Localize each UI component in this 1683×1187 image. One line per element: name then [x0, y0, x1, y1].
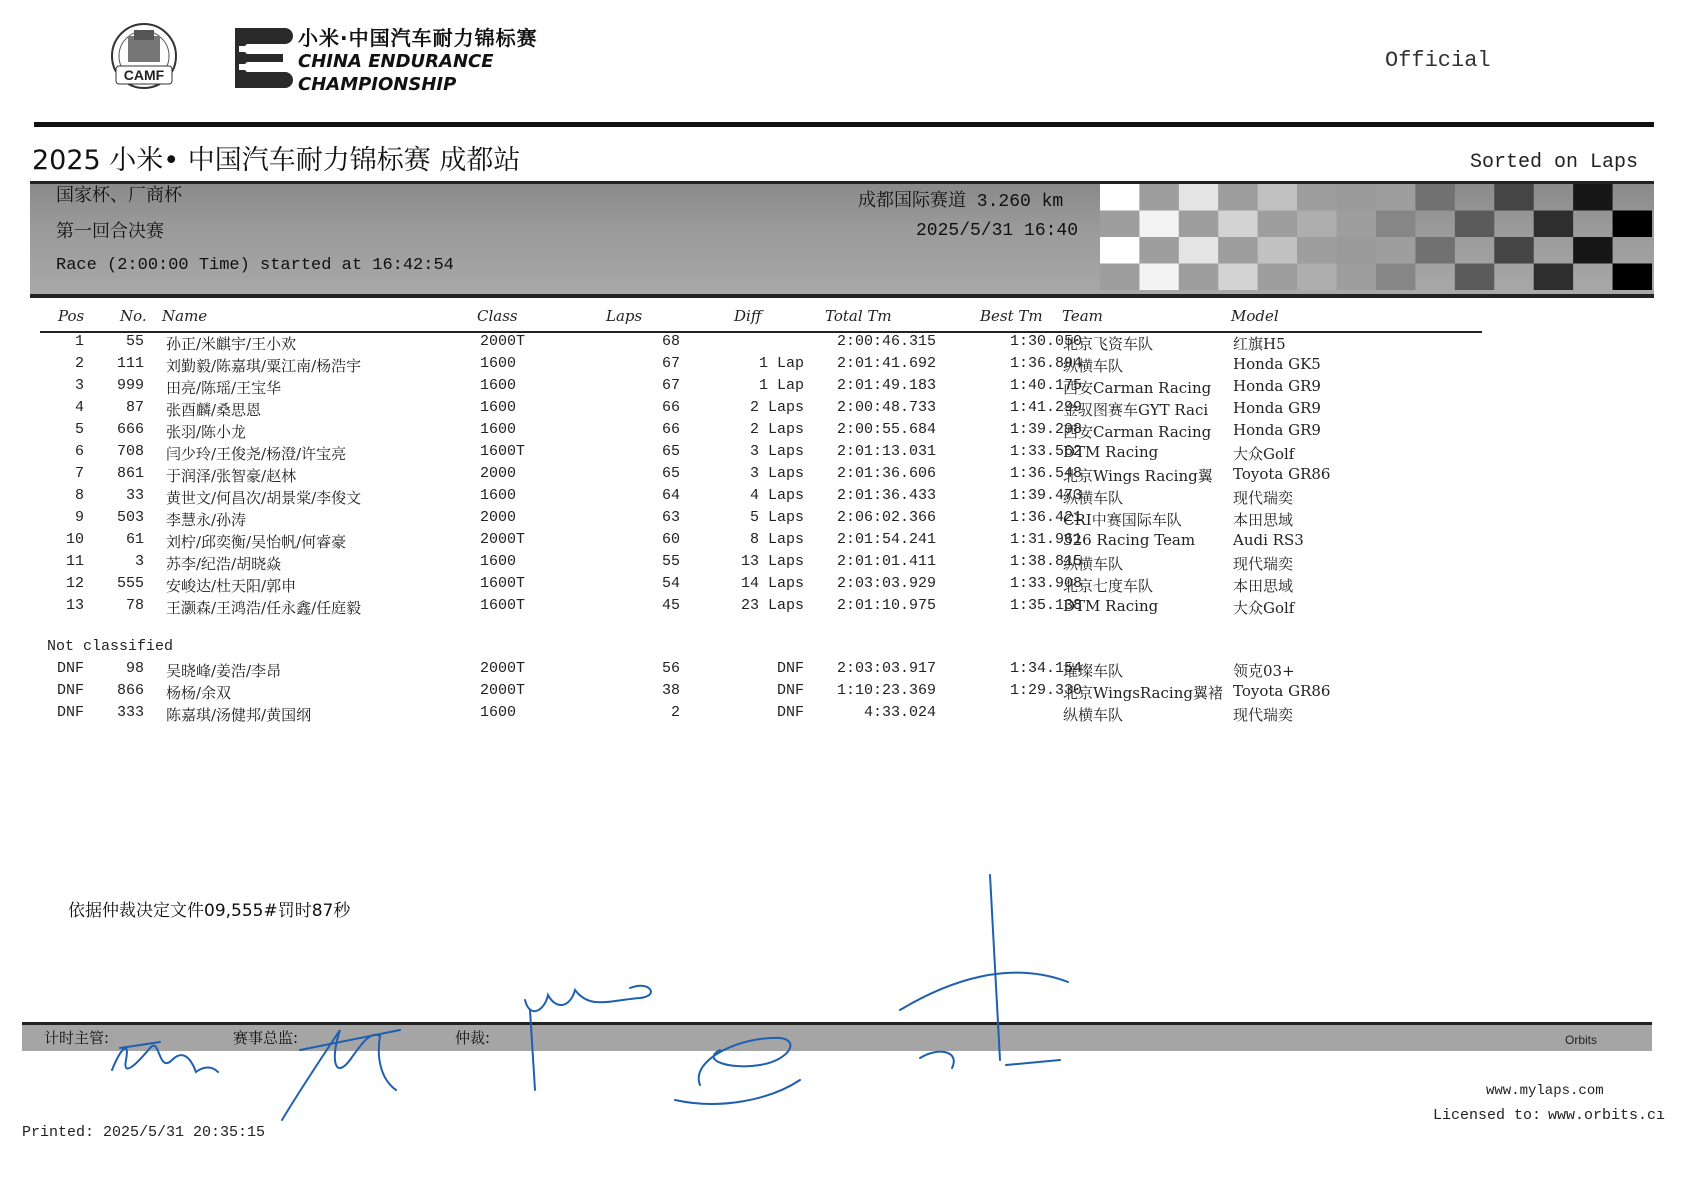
cell-model: Honda GR9 — [1233, 399, 1321, 417]
printed-timestamp: Printed: 2025/5/31 20:35:15 — [22, 1124, 266, 1141]
cell-laps: 65 — [661, 465, 680, 482]
cell-model: Audi RS3 — [1233, 531, 1304, 549]
flag-square — [1415, 237, 1454, 264]
flag-square — [1376, 264, 1415, 291]
table-row — [40, 553, 1482, 575]
cell-total: 2:06:02.366 — [836, 509, 936, 526]
cell-team: DTM Racing — [1063, 597, 1159, 615]
cell-laps: 65 — [661, 443, 680, 460]
flag-square — [1100, 264, 1139, 291]
cell-total: 2:01:54.241 — [836, 531, 936, 548]
cell-class: 1600 — [480, 704, 517, 721]
licensed-site: www.orbits.cı — [1548, 1107, 1666, 1124]
cell-model: 大众Golf — [1233, 445, 1295, 463]
cup-label: 国家杯、厂商杯 — [56, 185, 182, 206]
flag-square — [1534, 264, 1573, 291]
cell-team: 西安Carman Racing — [1063, 423, 1212, 441]
cec-logo-icon — [225, 24, 295, 92]
cell-no: 333 — [116, 704, 144, 721]
flag-square — [1179, 211, 1218, 238]
cell-name: 杨杨/余双 — [166, 684, 232, 702]
orbits-logo: Orbits — [1565, 1033, 1598, 1047]
col-team: Team — [1062, 307, 1103, 325]
col-best: Best Tm — [980, 307, 1043, 325]
cell-class: 2000 — [480, 509, 517, 526]
cell-team: 北京Wings Racing翼 — [1063, 467, 1213, 485]
arbiter-label: 仲裁: — [455, 1029, 491, 1047]
cell-total: 2:01:49.183 — [836, 377, 936, 394]
cell-model: Honda GR9 — [1233, 377, 1321, 395]
cell-no: 999 — [116, 377, 144, 394]
cell-diff: 3 Laps — [749, 443, 804, 460]
results-header — [40, 307, 1482, 333]
flag-square — [1297, 184, 1336, 211]
cell-diff: 1 Lap — [758, 377, 804, 394]
flag-square — [1376, 237, 1415, 264]
flag-square — [1139, 237, 1178, 264]
flag-square — [1613, 211, 1652, 238]
cell-total: 2:00:55.684 — [836, 421, 936, 438]
table-row — [40, 660, 1482, 682]
flag-square — [1139, 184, 1178, 211]
brand-cn: 小米·中国汽车耐力锦标赛 — [298, 26, 538, 50]
cell-name: 张酉麟/桑思恩 — [166, 401, 262, 419]
licensed-label: Licensed to: — [1433, 1107, 1542, 1124]
cell-name: 孙正/米麒宇/王小欢 — [166, 335, 297, 353]
cell-best: 1:39.473 — [1009, 487, 1082, 504]
cell-laps: 66 — [661, 421, 680, 438]
cell-best: 1:34.154 — [1009, 660, 1082, 677]
cell-laps: 63 — [661, 509, 680, 526]
cell-class: 1600 — [480, 399, 517, 416]
table-row — [40, 421, 1482, 443]
cell-name: 田亮/陈瑶/王宝华 — [166, 379, 282, 397]
cell-pos: 8 — [74, 487, 84, 504]
cell-total: 2:00:46.315 — [836, 333, 936, 350]
cell-class: 2000 — [480, 465, 517, 482]
flag-square — [1337, 211, 1376, 238]
flag-square — [1337, 237, 1376, 264]
table-row — [40, 443, 1482, 465]
col-class: Class — [477, 307, 518, 325]
cell-laps: 55 — [661, 553, 680, 570]
cell-total: 2:01:01.411 — [836, 553, 936, 570]
cell-name: 安峻达/杜天阳/郭申 — [166, 577, 297, 595]
cell-no: 55 — [125, 333, 144, 350]
cell-best: 1:33.908 — [1009, 575, 1082, 592]
cell-name: 李慧永/孙涛 — [166, 511, 247, 529]
cell-total: 2:01:36.433 — [836, 487, 936, 504]
cell-team: 纵横车队 — [1063, 555, 1124, 573]
cell-diff: 8 Laps — [749, 531, 804, 548]
cell-diff: 13 Laps — [740, 553, 804, 570]
flag-square — [1376, 184, 1415, 211]
cell-total: 2:00:48.733 — [836, 399, 936, 416]
cell-class: 2000T — [480, 333, 526, 350]
cell-laps: 66 — [661, 399, 680, 416]
cell-model: 大众Golf — [1233, 599, 1295, 617]
cell-team: 326 Racing Team — [1063, 531, 1196, 549]
cell-diff: DNF — [776, 682, 804, 699]
not-classified-label: Not classified — [47, 638, 174, 655]
round-label: 第一回合决赛 — [56, 221, 164, 242]
flag-square — [1337, 264, 1376, 291]
cell-no: 111 — [116, 355, 144, 372]
cell-no: 61 — [125, 531, 144, 548]
table-row — [40, 575, 1482, 597]
table-row — [40, 531, 1482, 553]
cell-model: Toyota GR86 — [1233, 465, 1331, 483]
flag-square — [1534, 211, 1573, 238]
cell-class: 1600 — [480, 553, 517, 570]
flag-square — [1297, 237, 1336, 264]
official-status: Official — [1385, 48, 1491, 73]
camf-text: CAMF — [123, 67, 165, 83]
cell-best: 1:33.562 — [1009, 443, 1082, 460]
table-row — [40, 509, 1482, 531]
cell-pos: DNF — [56, 682, 84, 699]
table-row — [40, 487, 1482, 509]
timing-chief-label: 计时主管: — [44, 1029, 110, 1047]
cell-model: 本田思域 — [1233, 511, 1294, 529]
cell-laps: 67 — [661, 355, 680, 372]
cell-team: DTM Racing — [1063, 443, 1159, 461]
table-row — [40, 465, 1482, 487]
table-row — [40, 355, 1482, 377]
cell-pos: 12 — [65, 575, 84, 592]
col-pos: Pos — [58, 307, 85, 325]
cell-class: 1600T — [480, 597, 526, 614]
cell-team: 北京飞资车队 — [1063, 335, 1154, 353]
cell-diff: 3 Laps — [749, 465, 804, 482]
cell-class: 2000T — [480, 531, 526, 548]
cell-team: 璀璨车队 — [1063, 662, 1124, 680]
flag-square — [1455, 211, 1494, 238]
cell-class: 1600T — [480, 443, 526, 460]
cell-laps: 54 — [661, 575, 680, 592]
cell-name: 王灏森/王鸿浩/任永鑫/任庭毅 — [166, 599, 362, 617]
flag-square — [1258, 184, 1297, 211]
cell-pos: 9 — [74, 509, 84, 526]
cell-laps: 60 — [661, 531, 680, 548]
col-total: Total Tm — [825, 307, 892, 325]
flag-square — [1100, 184, 1139, 211]
cell-no: 98 — [125, 660, 144, 677]
cell-pos: DNF — [56, 660, 84, 677]
cell-model: Honda GK5 — [1233, 355, 1321, 373]
cell-model: Honda GR9 — [1233, 421, 1321, 439]
cell-model: 红旗H5 — [1233, 335, 1286, 353]
cell-team: 北京WingsRacing翼褚 — [1063, 684, 1223, 702]
cell-name: 闫少玲/王俊尧/杨澄/许宝亮 — [166, 445, 347, 463]
cell-class: 1600T — [480, 575, 526, 592]
cell-class: 1600 — [480, 487, 517, 504]
camf-logo — [98, 22, 190, 98]
cell-name: 张羽/陈小龙 — [166, 423, 247, 441]
cell-best: 1:31.961 — [1009, 531, 1082, 548]
col-model: Model — [1231, 307, 1279, 325]
cell-best: 1:41.299 — [1009, 399, 1082, 416]
cell-team: 纵横车队 — [1063, 357, 1124, 375]
cell-best: 1:39.298 — [1009, 421, 1082, 438]
cell-model: 领克03+ — [1233, 662, 1295, 680]
cell-class: 1600 — [480, 355, 517, 372]
flag-square — [1494, 184, 1533, 211]
flag-square — [1139, 264, 1178, 291]
cell-team: 北京七度车队 — [1063, 577, 1154, 595]
cell-laps: 64 — [661, 487, 680, 504]
cell-team: 纵横车队 — [1063, 489, 1124, 507]
flag-square — [1337, 184, 1376, 211]
cell-total: 2:01:41.692 — [836, 355, 936, 372]
cell-total: 1:10:23.369 — [836, 682, 936, 699]
cell-laps: 2 — [670, 704, 680, 721]
cell-class: 2000T — [480, 682, 526, 699]
flag-square — [1573, 184, 1612, 211]
cell-team: CRI中赛国际车队 — [1063, 511, 1182, 529]
cell-no: 666 — [116, 421, 144, 438]
cell-laps: 45 — [661, 597, 680, 614]
cell-no: 555 — [116, 575, 144, 592]
flag-square — [1218, 237, 1257, 264]
cell-no: 503 — [116, 509, 144, 526]
flag-square — [1258, 211, 1297, 238]
cell-no: 33 — [125, 487, 144, 504]
cell-laps: 67 — [661, 377, 680, 394]
cell-team: 西安Carman Racing — [1063, 379, 1212, 397]
sort-label: Sorted on Laps — [1470, 151, 1639, 174]
penalty-note: 依据仲裁决定文件09,555#罚时87秒 — [68, 901, 351, 921]
cell-name: 刘柠/邱奕衡/吴怡帆/何睿豪 — [166, 533, 347, 551]
cell-pos: 3 — [74, 377, 84, 394]
race-datetime: 2025/5/31 16:40 — [916, 221, 1079, 241]
flag-square — [1415, 184, 1454, 211]
checkered-flag-icon — [1100, 184, 1652, 290]
cell-best: 1:35.138 — [1009, 597, 1082, 614]
cell-total: 2:03:03.917 — [836, 660, 936, 677]
cell-name: 于润泽/张智豪/赵林 — [166, 467, 297, 485]
cell-model: 现代瑞奕 — [1233, 706, 1294, 724]
cell-no: 866 — [116, 682, 144, 699]
cell-best: 1:36.894 — [1009, 355, 1082, 372]
cell-total: 2:01:36.606 — [836, 465, 936, 482]
cell-pos: 13 — [65, 597, 84, 614]
cell-model: 现代瑞奕 — [1233, 555, 1294, 573]
cell-name: 陈嘉琪/汤健邦/黄国纲 — [166, 706, 312, 724]
cell-diff: 5 Laps — [749, 509, 804, 526]
cell-class: 2000T — [480, 660, 526, 677]
race-start: Race (2:00:00 Time) started at 16:42:54 — [56, 256, 454, 275]
flag-square — [1455, 264, 1494, 291]
cell-best: 1:30.050 — [1009, 333, 1082, 350]
cell-name: 刘勤毅/陈嘉琪/粟江南/杨浩宇 — [166, 357, 362, 375]
flag-square — [1297, 264, 1336, 291]
table-row — [40, 704, 1482, 726]
cell-laps: 68 — [661, 333, 680, 350]
cell-no: 78 — [125, 597, 144, 614]
col-diff: Diff — [734, 307, 762, 325]
cell-pos: DNF — [56, 704, 84, 721]
table-row — [40, 597, 1482, 619]
flag-square — [1218, 184, 1257, 211]
cell-total: 4:33.024 — [863, 704, 936, 721]
cell-diff: 2 Laps — [749, 399, 804, 416]
table-row — [40, 377, 1482, 399]
table-row — [40, 682, 1482, 704]
cell-total: 2:03:03.929 — [836, 575, 936, 592]
cell-pos: 5 — [74, 421, 84, 438]
cell-no: 861 — [116, 465, 144, 482]
flag-square — [1218, 211, 1257, 238]
header-rule — [34, 122, 1654, 127]
cell-pos: 4 — [74, 399, 84, 416]
cell-best: 1:29.330 — [1009, 682, 1082, 699]
cell-pos: 10 — [65, 531, 84, 548]
flag-square — [1258, 264, 1297, 291]
cell-diff: DNF — [776, 704, 804, 721]
flag-square — [1139, 211, 1178, 238]
flag-square — [1179, 264, 1218, 291]
track-info: 成都国际赛道 3.260 km — [858, 192, 1064, 212]
cell-class: 1600 — [480, 421, 517, 438]
flag-square — [1376, 211, 1415, 238]
flag-square — [1573, 237, 1612, 264]
cell-class: 1600 — [480, 377, 517, 394]
flag-square — [1613, 264, 1652, 291]
flag-square — [1179, 237, 1218, 264]
cell-diff: 23 Laps — [740, 597, 804, 614]
cell-model: 现代瑞奕 — [1233, 489, 1294, 507]
cell-pos: 2 — [74, 355, 84, 372]
cell-pos: 7 — [74, 465, 84, 482]
cell-no: 708 — [116, 443, 144, 460]
flag-square — [1494, 237, 1533, 264]
cell-total: 2:01:10.975 — [836, 597, 936, 614]
cell-model: Toyota GR86 — [1233, 682, 1331, 700]
flag-square — [1258, 237, 1297, 264]
cell-laps: 56 — [661, 660, 680, 677]
cell-name: 黄世文/何昌次/胡景棠/李俊文 — [166, 489, 362, 507]
col-laps: Laps — [606, 307, 643, 325]
flag-square — [1100, 237, 1139, 264]
cell-team: 金驭图赛车GYT Raci — [1063, 401, 1209, 419]
cell-pos: 11 — [65, 553, 84, 570]
cell-diff: DNF — [776, 660, 804, 677]
brand-en-line1: CHINA ENDURANCE — [298, 51, 494, 72]
flag-square — [1297, 211, 1336, 238]
cell-diff: 2 Laps — [749, 421, 804, 438]
event-title: 2025 小米• 中国汽车耐力锦标赛 成都站 — [32, 145, 521, 176]
cell-best: 1:40.175 — [1009, 377, 1082, 394]
cell-diff: 14 Laps — [740, 575, 804, 592]
cell-diff: 4 Laps — [749, 487, 804, 504]
col-no: No. — [120, 307, 147, 325]
race-director-label: 赛事总监: — [233, 1029, 299, 1047]
brand-en-line2: CHAMPIONSHIP — [298, 74, 457, 95]
cell-no: 3 — [134, 553, 144, 570]
cell-model: 本田思域 — [1233, 577, 1294, 595]
cell-laps: 38 — [661, 682, 680, 699]
cell-no: 87 — [125, 399, 144, 416]
cell-diff: 1 Lap — [758, 355, 804, 372]
table-row — [40, 399, 1482, 421]
cell-team: 纵横车队 — [1063, 706, 1124, 724]
cell-name: 苏李/纪浩/胡晓焱 — [166, 555, 282, 573]
cell-best: 1:36.548 — [1009, 465, 1082, 482]
table-row — [40, 333, 1482, 355]
cell-best: 1:38.815 — [1009, 553, 1082, 570]
cell-best: 1:36.421 — [1009, 509, 1082, 526]
cell-total: 2:01:13.031 — [836, 443, 936, 460]
flag-square — [1218, 264, 1257, 291]
cell-pos: 1 — [74, 333, 84, 350]
cell-name: 吴晓峰/姜浩/李昂 — [166, 662, 282, 680]
flag-square — [1179, 184, 1218, 211]
mylaps-site: www.mylaps.com — [1486, 1083, 1604, 1099]
flag-square — [1100, 211, 1139, 238]
cell-pos: 6 — [74, 443, 84, 460]
col-name: Name — [162, 307, 208, 325]
